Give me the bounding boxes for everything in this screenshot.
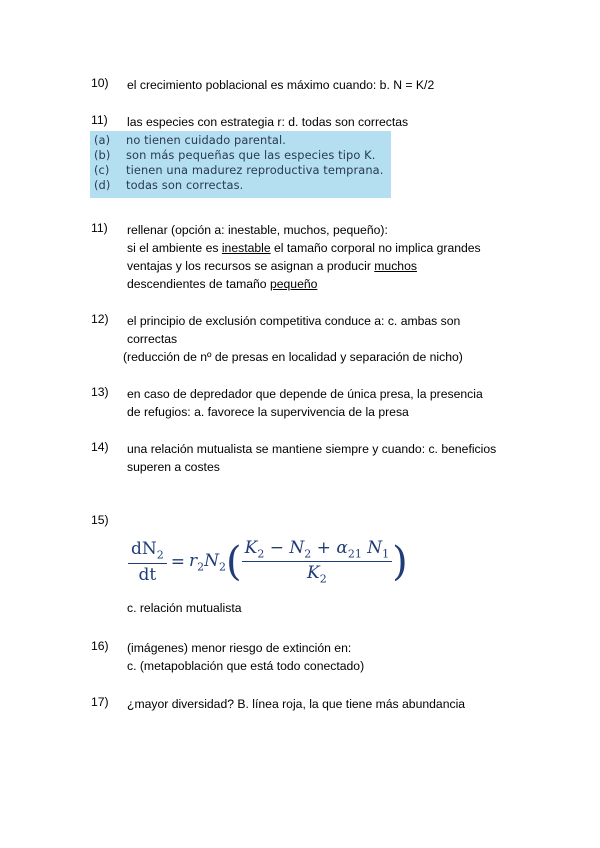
- question-text: superen a costes: [127, 460, 220, 474]
- question-number: 12): [91, 312, 109, 326]
- option-a: (a) no tienen cuidado parental.: [94, 133, 286, 147]
- question-text: c. (metapoblación que está todo conectado): [127, 659, 365, 673]
- question-number: 11): [91, 113, 108, 127]
- fill-in-word-muchos: muchos: [374, 259, 417, 273]
- question-text: en caso de depredador que depende de única presa, la presencia: [127, 387, 483, 401]
- fill-in-word-pequeno: pequeño: [269, 277, 318, 291]
- options-image: [90, 131, 391, 198]
- fill-in-word-inestable: inestable: [221, 241, 271, 255]
- formula-fraction: $\frac{K_2 - N_2 + \alpha_{21} N_1}{K_2}$: [242, 538, 392, 586]
- formula-lhs: $\frac{dN_2}{dt}$: [128, 539, 167, 584]
- question-text: de refugios: a. favorece la supervivencia de la presa: [127, 405, 409, 419]
- formula-rate: $r_2N_2$: [189, 550, 227, 574]
- question-number: 11): [91, 221, 108, 235]
- question-text: rellenar (opción a: inestable, muchos, pequeño):: [127, 223, 388, 237]
- question-number: 16): [91, 639, 109, 653]
- question-15-answer: c. relación mutualista: [127, 601, 242, 615]
- option-c: (c) tienen una madurez reproductiva temprana.: [94, 163, 384, 177]
- question-number: 17): [91, 695, 109, 709]
- fill-in-line-3: descendientes de tamaño pequeño: [127, 277, 318, 291]
- question-text: ¿mayor diversidad? B. línea roja, la que tiene más abundancia: [127, 697, 466, 711]
- question-text: las especies con estrategia r: d. todas son correctas: [127, 115, 409, 129]
- question-number: 14): [91, 440, 109, 454]
- question-note: (reducción de nº de presas en localidad y separación de nicho): [123, 350, 463, 364]
- fill-in-line-1: si el ambiente es inestable el tamaño corporal no implica grandes: [127, 241, 481, 255]
- question-number: 15): [91, 513, 109, 527]
- question-text: el crecimiento poblacional es máximo cuando: b. N = K/2: [127, 78, 435, 92]
- question-text: el principio de exclusión competitiva conduce a: c. ambas son: [127, 314, 461, 328]
- fill-in-line-2: ventajas y los recursos se asignan a producir muchos: [127, 259, 417, 273]
- question-number: 10): [91, 76, 109, 90]
- question-number: 13): [91, 385, 109, 399]
- option-b: (b) son más pequeñas que las especies tipo K.: [94, 148, 376, 162]
- question-text: (imágenes) menor riesgo de extinción en:: [127, 641, 352, 655]
- question-text: una relación mutualista se mantiene siempre y cuando: c. beneficios: [127, 442, 497, 456]
- option-d: (d) todas son correctas.: [94, 178, 244, 192]
- question-text: correctas: [127, 332, 178, 346]
- lotka-volterra-formula: $\frac{dN_2}{dt}$ = $r_2N_2$( $\frac{K_2 - N_2 + \alpha_{21} N_1}{K_2}$ ): [128, 538, 408, 586]
